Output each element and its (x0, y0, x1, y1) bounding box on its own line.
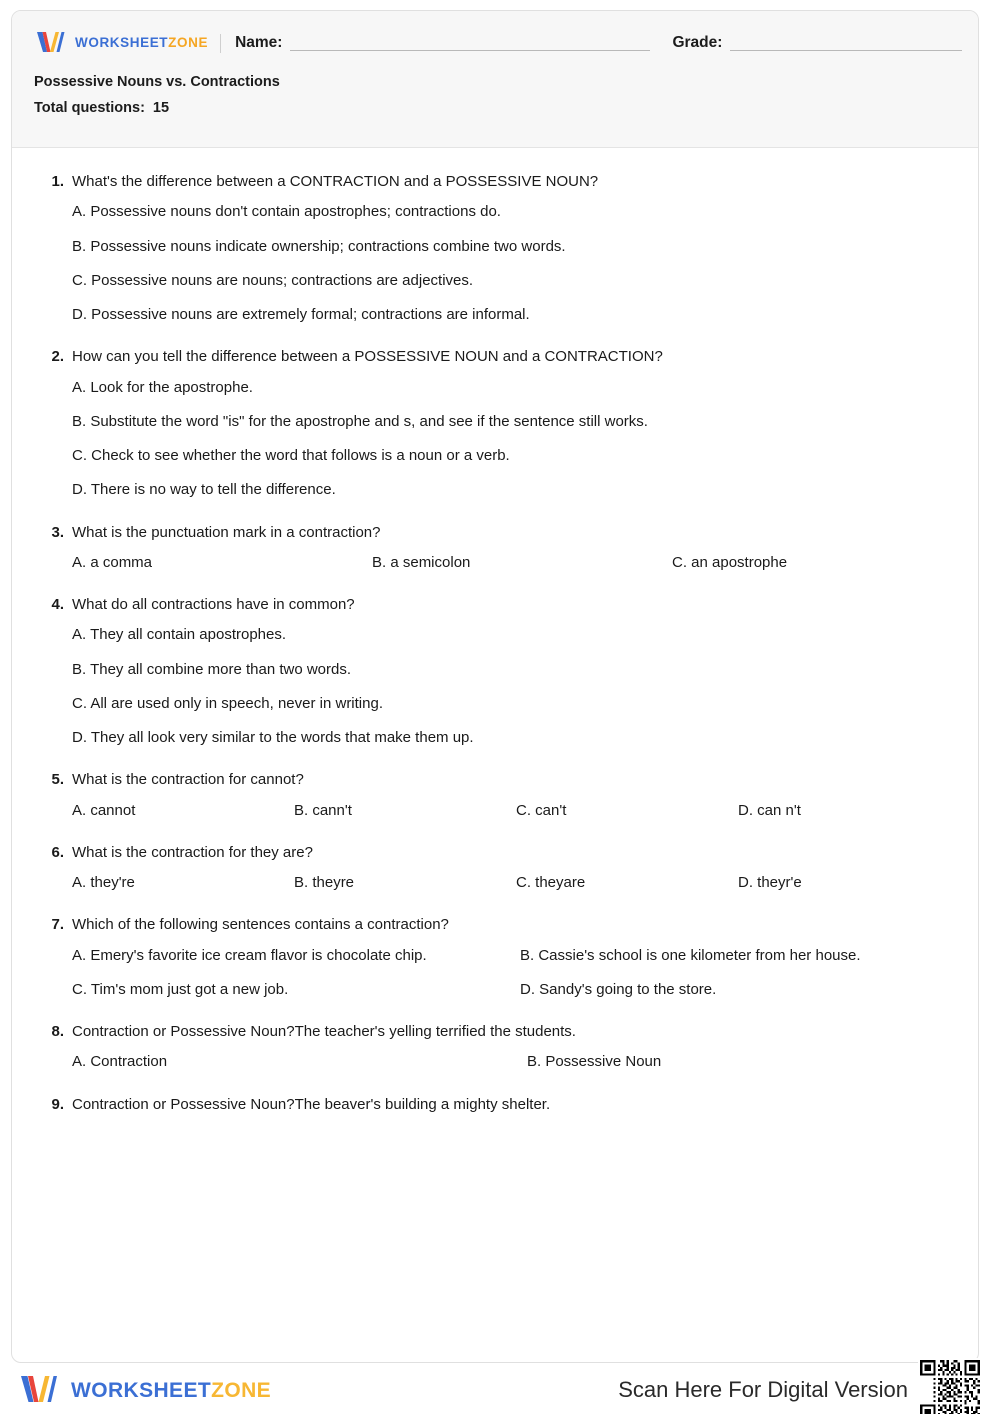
option-d[interactable]: D. Sandy's going to the store. (520, 980, 717, 998)
question-line (42, 523, 948, 543)
options-group (42, 946, 948, 1001)
header-divider (220, 34, 221, 53)
options-row (72, 553, 948, 573)
worksheet-zone-logo-icon (34, 30, 68, 56)
brand-worksheet-text: WORKSHEET (75, 35, 169, 51)
option-a[interactable]: A. They all contain apostrophes. (72, 626, 287, 644)
option-c[interactable]: C. can't (516, 801, 567, 819)
question-text: What's the difference between a CONTRACTION and a POSSESSIVE NOUN? (72, 173, 599, 190)
options-row (72, 980, 948, 1000)
option-d[interactable]: D. Possessive nouns are extremely formal; contractions are informal. (72, 306, 530, 323)
brand-zone-text: ZONE (168, 35, 209, 51)
question-line (42, 1095, 948, 1115)
option-a[interactable]: A. Emery's favorite ice cream flavor is chocolate chip. (72, 946, 427, 964)
options-group (42, 202, 948, 325)
scan-instruction-text: Scan Here For Digital Version (618, 1377, 908, 1402)
options-row (72, 1052, 948, 1072)
option-b[interactable]: B. cann't (294, 801, 352, 819)
question-text: What is the contraction for they are? (72, 843, 313, 861)
grade-input-line[interactable] (730, 36, 962, 51)
option-b[interactable]: B. Cassie's school is one kilometer from her house. (520, 946, 861, 964)
worksheet-title: Possessive Nouns vs. Contractions (34, 74, 280, 90)
option-b[interactable]: B. theyre (294, 874, 355, 891)
question-number: 5. (51, 771, 64, 789)
question-number: 3. (51, 523, 64, 541)
question-block (42, 172, 948, 325)
options-group (42, 378, 948, 501)
footer-brand-worksheet-text: WORKSHEET (71, 1378, 212, 1402)
option-a[interactable]: A. Contraction (72, 1053, 168, 1071)
header-identity-row (12, 11, 978, 55)
option-c[interactable]: C. All are used only in speech, never in writing. (72, 694, 383, 712)
options-group (42, 553, 948, 573)
total-questions-value: 15 (152, 100, 170, 117)
question-number: 9. (51, 1095, 64, 1113)
question-block (42, 770, 948, 821)
question-text: Which of the following sentences contains a contraction? (72, 916, 449, 934)
question-number: 2. (51, 348, 64, 366)
question-line (42, 347, 948, 367)
option-c[interactable]: C. Check to see whether the word that follows is a noun or a verb. (72, 447, 510, 464)
question-line (42, 1022, 948, 1042)
question-text: How can you tell the difference between a POSSESSIVE NOUN and a CONTRACTION? (72, 348, 663, 366)
option-c[interactable]: C. an apostrophe (672, 553, 788, 571)
question-number: 4. (51, 596, 64, 613)
page-footer (0, 1366, 1000, 1414)
question-number: 7. (51, 916, 64, 934)
question-block (42, 523, 948, 574)
option-a[interactable]: A. they're (72, 874, 135, 891)
question-text: Contraction or Possessive Noun?The teacher's yelling terrified the students. (72, 1023, 576, 1040)
footer-brand (18, 1373, 271, 1407)
options-group (42, 1052, 948, 1072)
question-text: What is the contraction for cannot? (72, 771, 304, 789)
option-b[interactable]: B. Possessive nouns indicate ownership; contractions combine two words. (72, 237, 566, 255)
question-number: 1. (51, 173, 64, 190)
option-a[interactable]: A. Possessive nouns don't contain apostrophes; contractions do. (72, 203, 501, 221)
option-a[interactable]: A. a comma (72, 553, 153, 571)
brand-wordmark (75, 36, 208, 50)
question-number: 8. (51, 1023, 64, 1040)
options-group (42, 625, 948, 748)
question-block (42, 595, 948, 748)
question-block (42, 915, 948, 1000)
options-group (42, 873, 948, 893)
option-d[interactable]: D. theyr'e (738, 874, 802, 891)
question-line (42, 843, 948, 863)
total-questions-label: Total questions: (34, 100, 145, 117)
question-block (42, 843, 948, 894)
worksheet-header (12, 11, 978, 148)
name-input-line[interactable] (290, 36, 650, 51)
header-meta (12, 55, 978, 121)
option-a[interactable]: A. cannot (72, 801, 136, 819)
question-number: 6. (51, 843, 64, 861)
option-b[interactable]: B. Possessive Noun (527, 1053, 662, 1071)
total-questions-row (34, 97, 956, 120)
option-b[interactable]: B. Substitute the word "is" for the apostrophe and s, and see if the sentence still works. (72, 412, 648, 430)
footer-brand-zone-text: ZONE (211, 1378, 272, 1402)
question-text: Contraction or Possessive Noun?The beaver's building a mighty shelter. (72, 1095, 551, 1113)
footer-brand-wordmark (71, 1380, 271, 1401)
options-row (72, 873, 948, 893)
option-c[interactable]: C. theyare (516, 874, 586, 891)
option-c[interactable]: C. Tim's mom just got a new job. (72, 980, 289, 998)
question-line (42, 770, 948, 790)
question-text: What is the punctuation mark in a contraction? (72, 523, 381, 541)
question-block (42, 347, 948, 500)
question-line (42, 595, 948, 615)
question-line (42, 172, 948, 192)
option-d[interactable]: D. There is no way to tell the difference. (72, 481, 336, 499)
option-c[interactable]: C. Possessive nouns are nouns; contractions are adjectives. (72, 271, 474, 289)
options-group (42, 801, 948, 821)
name-label: Name: (235, 34, 283, 51)
option-d[interactable]: D. can n't (738, 801, 801, 819)
worksheet-card (11, 10, 979, 1363)
grade-label: Grade: (672, 34, 723, 51)
question-block (42, 1095, 948, 1115)
question-line (42, 915, 948, 935)
question-block (42, 1022, 948, 1073)
option-a[interactable]: A. Look for the apostrophe. (72, 378, 253, 396)
option-b[interactable]: B. a semicolon (372, 553, 471, 571)
option-b[interactable]: B. They all combine more than two words. (72, 660, 352, 678)
option-d[interactable]: D. They all look very similar to the words that make them up. (72, 729, 474, 746)
question-text: What do all contractions have in common? (72, 596, 355, 613)
options-row (72, 946, 948, 966)
options-row (72, 801, 948, 821)
worksheet-zone-logo-icon (18, 1373, 62, 1407)
qr-code-icon[interactable] (918, 1358, 982, 1414)
questions-list (12, 148, 978, 1115)
